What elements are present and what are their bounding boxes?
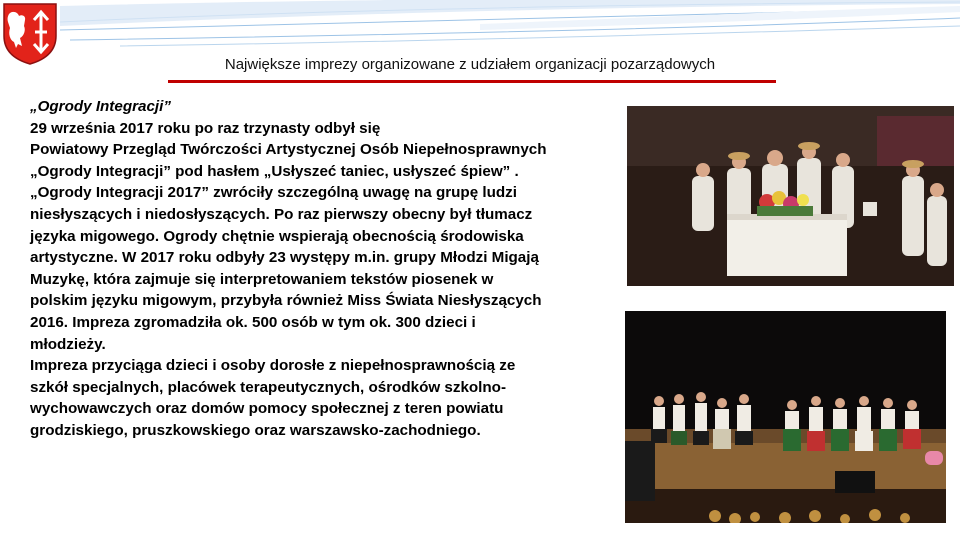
header-decoration	[0, 0, 960, 60]
county-coat-of-arms-icon	[0, 0, 60, 66]
slide-title: Największe imprezy organizowane z udziałem organizacji pozarządowych	[224, 56, 716, 73]
text-line: 29 września 2017 roku po raz trzynasty odbył się	[30, 119, 381, 137]
text-line: 2016. Impreza zgromadziła ok. 500 osób w tym ok. 300 dzieci i	[30, 313, 476, 331]
text-line: wychowawczych oraz domów pomocy społecznej z teren powiatu	[30, 400, 504, 418]
text-line: „Ogrody Integracji 2017” zwróciły szczególną uwagę na grupę ludzi	[30, 184, 517, 202]
text-line: Powiatowy Przegląd Twórczości Artystycznej Osób Niepełnosprawnych	[30, 141, 547, 159]
text-line: młodzieży.	[30, 335, 106, 353]
text-line: niesłyszących i niedosłyszących. Po raz pierwszy obecny był tłumacz	[30, 205, 533, 223]
text-line: Impreza przyciąga dzieci i osoby dorosłe z niepełnosprawnością ze	[30, 357, 516, 375]
event-photo-table-ceremony	[627, 106, 954, 286]
title-underline	[168, 80, 776, 83]
text-line: szkół specjalnych, placówek terapeutycznych, ośrodków szkolno-	[30, 378, 507, 396]
text-line: języka migowego. Ogrody chętnie wspierają obecnością środowiska	[30, 227, 524, 245]
text-line: Muzykę, która zajmuje się interpretowaniem tekstów piosenek w	[30, 270, 494, 288]
event-description	[30, 96, 625, 442]
text-line: „Ogrody Integracji” pod hasłem „Usłyszeć taniec, usłyszeć śpiew” .	[30, 162, 519, 180]
text-line: grodziskiego, pruszkowskiego oraz warszawsko-zachodniego.	[30, 421, 481, 439]
event-photo-folk-dancers-stage	[625, 311, 946, 523]
event-name-heading: „Ogrody Integracji”	[30, 98, 171, 115]
text-line: polskim języku migowym, przybyła również Miss Świata Niesłyszących	[30, 292, 542, 310]
text-line: artystyczne. W 2017 roku odbyły 23 występy m.in. grupy Młodzi Migają	[30, 249, 539, 267]
